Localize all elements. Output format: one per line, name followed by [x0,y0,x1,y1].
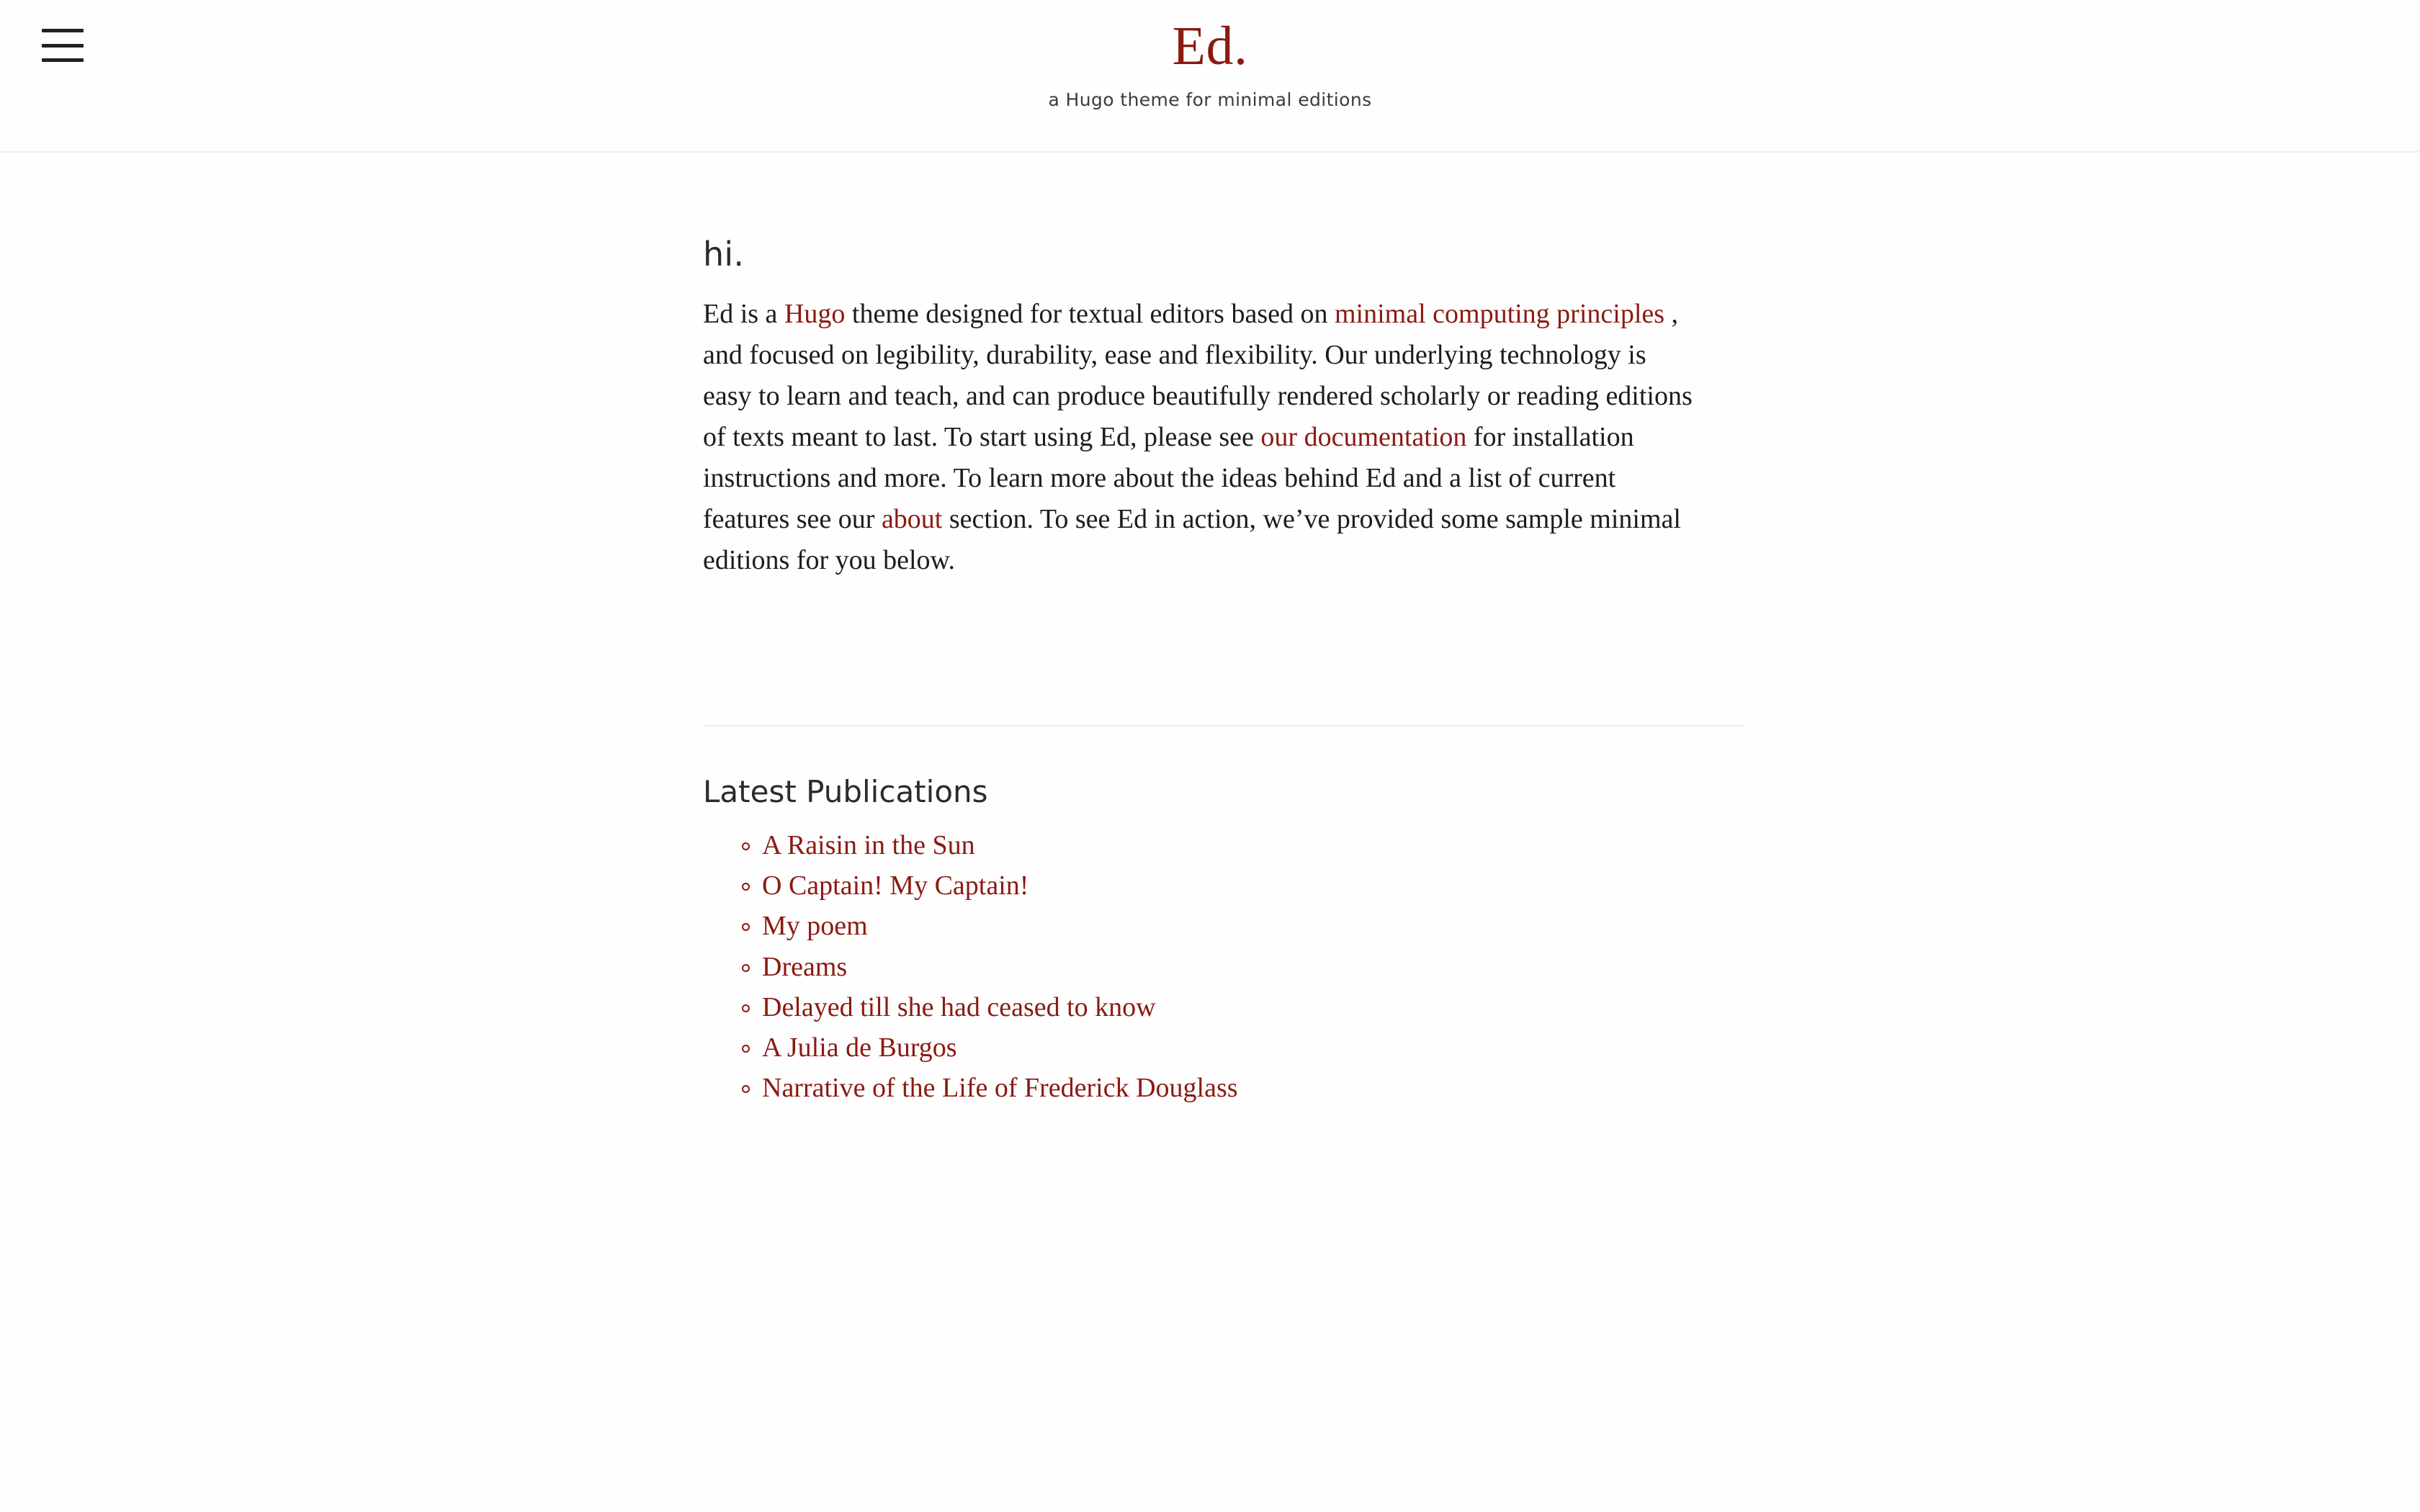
list-item[interactable] [762,1068,1729,1108]
section-divider [703,725,1744,726]
link-hugo[interactable]: Hugo [784,299,846,329]
publication-link[interactable]: O Captain! My Captain! [762,870,1029,901]
publications-list [703,825,1729,1109]
intro-text-2: theme designed for textual editors based on [845,299,1335,329]
intro-text-5: section. To see Ed in action, we’ve provided some sample minimal editions for you below. [703,504,1681,575]
site-subtitle: a Hugo theme for minimal editions [1048,89,1372,110]
link-about[interactable]: about [881,504,943,534]
intro-text-4: for installation instructions and more. To learn more about the ideas behind Ed and a list of current features see our [703,422,1634,534]
list-item[interactable] [762,825,1729,865]
list-item[interactable] [762,1027,1729,1068]
hamburger-menu-icon[interactable] [42,29,84,62]
site-title[interactable] [0,16,2420,76]
list-item[interactable] [762,865,1729,906]
link-our-documentation[interactable]: our documentation [1260,422,1467,452]
list-item[interactable] [762,947,1729,987]
intro-text-1: Ed is a [703,299,784,329]
main-content [691,153,1729,1109]
page-title: hi. [703,235,745,274]
publication-link[interactable]: A Julia de Burgos [762,1032,957,1063]
intro-text-3: , and focused on legibility, durability, ease and flexibility. Our underlying technology is easy to learn and teach, and can produce beautifully rendered scholarly or reading editions of texts meant to last. To start using Ed, please see [703,299,1693,452]
latest-publications-title: Latest Publications [703,774,988,809]
menu-bar-3 [42,58,84,62]
site-title-link[interactable]: Ed. [1172,16,1248,76]
intro-section [703,153,1729,581]
site-header [0,0,2420,153]
publication-link[interactable]: My poem [762,911,868,942]
publication-link[interactable]: Narrative of the Life of Frederick Douglass [762,1073,1238,1104]
list-item[interactable] [762,987,1729,1027]
publication-link[interactable]: Delayed till she had ceased to know [762,991,1156,1022]
latest-publications-section [703,732,1729,1109]
list-item[interactable] [762,906,1729,946]
menu-bar-1 [42,29,84,32]
link-minimal-computing-principles[interactable]: minimal computing principles [1334,299,1665,329]
header-center [0,0,2420,110]
menu-bar-2 [42,44,84,48]
publication-link[interactable]: Dreams [762,951,848,982]
intro-paragraph [703,294,1700,581]
publication-link[interactable]: A Raisin in the Sun [762,830,975,860]
